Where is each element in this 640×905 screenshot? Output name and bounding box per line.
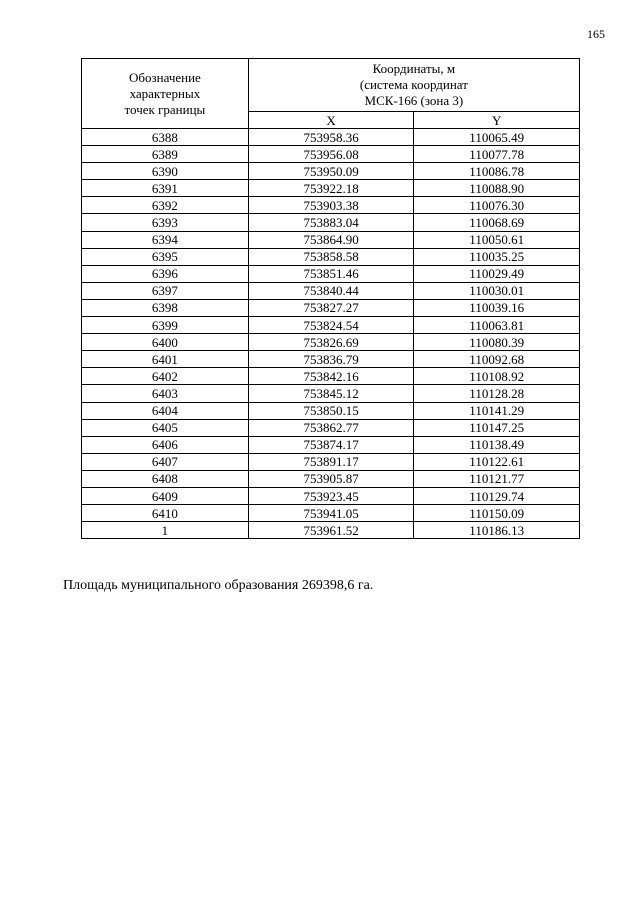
y-coordinate-cell: 110138.49: [414, 436, 580, 453]
table-row: [82, 282, 580, 299]
y-coordinate-cell: 110039.16: [414, 299, 580, 316]
y-coordinate-cell: 110076.30: [414, 197, 580, 214]
point-id-cell: 6407: [82, 453, 249, 470]
point-id-cell: 6390: [82, 163, 249, 180]
x-coordinate-cell: 753826.69: [248, 334, 414, 351]
y-coordinate-cell: 110086.78: [414, 163, 580, 180]
x-coordinate-cell: 753958.36: [248, 129, 414, 146]
coordinates-header: [248, 59, 579, 112]
y-coordinate-cell: 110065.49: [414, 129, 580, 146]
table-row: [82, 453, 580, 470]
y-coordinate-cell: 110121.77: [414, 470, 580, 487]
point-id-cell: 6395: [82, 248, 249, 265]
table-row: [82, 334, 580, 351]
x-coordinate-cell: 753922.18: [248, 180, 414, 197]
table-row: [82, 163, 580, 180]
table-row: [82, 265, 580, 282]
point-id-cell: 6400: [82, 334, 249, 351]
y-coordinate-cell: 110122.61: [414, 453, 580, 470]
point-id-cell: 6388: [82, 129, 249, 146]
x-coordinate-cell: 753874.17: [248, 436, 414, 453]
point-id-cell: 6410: [82, 505, 249, 522]
y-coordinate-cell: 110030.01: [414, 282, 580, 299]
x-coordinate-cell: 753824.54: [248, 317, 414, 334]
x-coordinate-cell: 753950.09: [248, 163, 414, 180]
point-id-cell: 6394: [82, 231, 249, 248]
y-coordinate-cell: 110092.68: [414, 351, 580, 368]
point-id-cell: 1: [82, 522, 249, 539]
x-coordinate-cell: 753956.08: [248, 146, 414, 163]
y-coordinate-cell: 110088.90: [414, 180, 580, 197]
x-coordinate-cell: 753858.58: [248, 248, 414, 265]
header-line: точек границы: [124, 101, 206, 117]
point-designation-header: [82, 59, 249, 129]
y-coordinate-cell: 110150.09: [414, 505, 580, 522]
point-id-cell: 6408: [82, 470, 249, 487]
table-row: [82, 470, 580, 487]
x-coordinate-cell: 753891.17: [248, 453, 414, 470]
table-row: [82, 214, 580, 231]
table-row: [82, 146, 580, 163]
coordinates-table: [81, 58, 580, 539]
y-coordinate-cell: 110147.25: [414, 419, 580, 436]
point-id-cell: 6396: [82, 265, 249, 282]
y-coordinate-cell: 110029.49: [414, 265, 580, 282]
y-coordinate-cell: 110063.81: [414, 317, 580, 334]
y-coordinate-cell: 110141.29: [414, 402, 580, 419]
y-axis-header: Y: [414, 112, 580, 129]
point-id-cell: 6405: [82, 419, 249, 436]
y-coordinate-cell: 110080.39: [414, 334, 580, 351]
y-coordinate-cell: 110068.69: [414, 214, 580, 231]
point-id-cell: 6391: [82, 180, 249, 197]
table-row: [82, 436, 580, 453]
area-statement: Площадь муниципального образования 269398,6 га.: [63, 578, 374, 593]
x-coordinate-cell: 753905.87: [248, 470, 414, 487]
header-line: МСК-166 (зона 3): [364, 93, 464, 108]
x-coordinate-cell: 753836.79: [248, 351, 414, 368]
point-id-cell: 6399: [82, 317, 249, 334]
point-id-cell: 6389: [82, 146, 249, 163]
y-coordinate-cell: 110129.74: [414, 487, 580, 504]
table-row: [82, 231, 580, 248]
header-line: Координаты, м: [372, 61, 456, 76]
x-coordinate-cell: 753903.38: [248, 197, 414, 214]
y-coordinate-cell: 110108.92: [414, 368, 580, 385]
table-body: [82, 129, 580, 539]
table-row: [82, 505, 580, 522]
page-number: 165: [587, 27, 605, 41]
header-line: характерных: [129, 85, 201, 101]
point-id-cell: 6403: [82, 385, 249, 402]
table-row: [82, 180, 580, 197]
table-row: [82, 522, 580, 539]
point-id-cell: 6401: [82, 351, 249, 368]
y-coordinate-cell: 110128.28: [414, 385, 580, 402]
x-coordinate-cell: 753827.27: [248, 299, 414, 316]
table-row: [82, 385, 580, 402]
table-row: [82, 248, 580, 265]
table-row: [82, 129, 580, 146]
table-row: [82, 197, 580, 214]
x-coordinate-cell: 753864.90: [248, 231, 414, 248]
point-id-cell: 6406: [82, 436, 249, 453]
x-axis-header: X: [248, 112, 414, 129]
point-id-cell: 6392: [82, 197, 249, 214]
x-coordinate-cell: 753883.04: [248, 214, 414, 231]
x-coordinate-cell: 753923.45: [248, 487, 414, 504]
x-coordinate-cell: 753840.44: [248, 282, 414, 299]
y-coordinate-cell: 110035.25: [414, 248, 580, 265]
table-row: [82, 487, 580, 504]
header-line: Обозначение: [128, 69, 201, 85]
point-id-cell: 6409: [82, 487, 249, 504]
table-row: [82, 368, 580, 385]
x-coordinate-cell: 753842.16: [248, 368, 414, 385]
point-id-cell: 6393: [82, 214, 249, 231]
x-coordinate-cell: 753851.46: [248, 265, 414, 282]
x-coordinate-cell: 753862.77: [248, 419, 414, 436]
x-coordinate-cell: 753845.12: [248, 385, 414, 402]
table-row: [82, 419, 580, 436]
point-id-cell: 6398: [82, 299, 249, 316]
point-id-cell: 6402: [82, 368, 249, 385]
table-row: [82, 317, 580, 334]
x-coordinate-cell: 753961.52: [248, 522, 414, 539]
point-id-cell: 6404: [82, 402, 249, 419]
y-coordinate-cell: 110077.78: [414, 146, 580, 163]
table-row: [82, 299, 580, 316]
table-row: [82, 402, 580, 419]
y-coordinate-cell: 110050.61: [414, 231, 580, 248]
y-coordinate-cell: 110186.13: [414, 522, 580, 539]
x-coordinate-cell: 753850.15: [248, 402, 414, 419]
table-row: [82, 351, 580, 368]
header-line: (система координат: [359, 77, 468, 92]
point-id-cell: 6397: [82, 282, 249, 299]
x-coordinate-cell: 753941.05: [248, 505, 414, 522]
